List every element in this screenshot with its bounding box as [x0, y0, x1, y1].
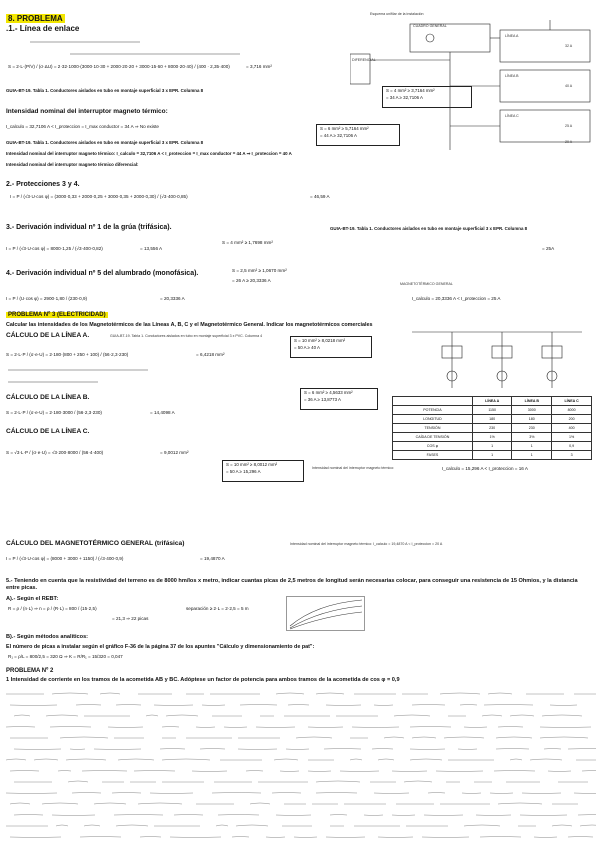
pencil-stroke — [496, 749, 529, 750]
pencil-stroke — [94, 803, 126, 804]
pencil-stroke — [316, 693, 344, 694]
diagram-label-40a: 40 A — [565, 84, 573, 88]
table-cell: 180 — [512, 415, 552, 424]
pencil-stroke — [108, 727, 143, 728]
pencil-stroke — [174, 815, 203, 816]
pencil-stroke — [308, 727, 343, 728]
pencil-stroke — [154, 705, 193, 706]
linea-a-result: = 6,4218 mm² — [196, 352, 225, 357]
pencil-stroke — [550, 705, 577, 706]
pencil-stroke — [364, 815, 383, 816]
result-alumbrado-c: = 26 A ≥ 20,3336 A — [232, 278, 271, 283]
formula-scribble — [30, 34, 250, 64]
linea-a-title: CÁLCULO DE LA LÍNEA A. — [6, 332, 90, 339]
section-1-title: .1.- Línea de enlace — [6, 24, 80, 33]
table-cell: 1 — [512, 451, 552, 460]
pencil-stroke — [276, 815, 311, 816]
pencil-stroke — [372, 749, 393, 750]
table-cell: POTENCIA — [393, 406, 473, 415]
pencil-stroke — [394, 715, 430, 716]
pencil-stroke — [326, 705, 361, 706]
guia-1: GUIA-BT-19. Tabla 1. Conductores aislados en tubo en montaje superficial 3 x EPR. Columna 8 — [6, 88, 204, 93]
table-cell: TENSIÓN — [393, 424, 473, 433]
pencil-stroke — [274, 759, 298, 760]
pencil-stroke — [238, 749, 277, 750]
pencil-stroke — [224, 727, 247, 728]
problema-5-title: 5.- Teniendo en cuenta que la resistividad del terreno es de 8000 hm/los x metro, indicar cuantas picas de 2,5 metros de longitud serán necesarias colocar, para conseguir una resistencia de 15 Ohmios, y la distancia entre picas. — [6, 578, 578, 591]
result-linea-enlace: = 3,716 mm² — [246, 64, 272, 69]
pencil-stroke — [340, 771, 379, 772]
linea-c-box-line-1: S = 10 mm² ≥ 8,0012 mm² — [226, 462, 278, 467]
guia-3: GUIA-BT-19. Tabla 1. Conductores aislados en tubo en montaje superficial 3 x EPR. Columna 8 — [330, 226, 528, 231]
pencil-stroke — [294, 837, 317, 838]
pencil-stroke — [352, 727, 399, 728]
pencil-stroke — [326, 837, 365, 838]
linea-b-box-line-2: = 36 A ≥ 13,8773 A — [304, 397, 341, 402]
problema-8-title: 8. PROBLEMA — [8, 14, 63, 23]
pencil-stroke — [160, 749, 185, 750]
pencil-stroke — [350, 759, 362, 760]
pencil-stroke — [162, 727, 179, 728]
intensidad-mag: Intensidad nominal del interruptor magneto térmico: I_calculo = 32,7106 A < I_proteccion = I_max conductor = 44 A ⇒ I_proteccion = 40 A — [6, 151, 292, 156]
pencil-stroke — [10, 705, 57, 706]
pencil-stroke — [162, 759, 210, 760]
pencil-stroke — [540, 727, 591, 728]
pencil-stroke — [42, 803, 78, 804]
diagram-label-linea-c: LÍNEA C — [505, 114, 519, 118]
table-cell: 1% — [552, 433, 592, 442]
pencil-stroke — [46, 715, 78, 716]
pencil-stroke — [374, 793, 409, 794]
pencil-stroke — [286, 749, 309, 750]
pencil-stroke — [80, 837, 121, 838]
linea-c-intensidad: Intensidad nominal del interruptor magneto térmico: — [312, 466, 395, 470]
pencil-stroke — [544, 749, 561, 750]
diagram-caption: Esquema unifilar de la instalación — [370, 12, 424, 16]
pencil-stroke — [460, 705, 477, 706]
pencil-stroke — [552, 825, 572, 826]
table-cell: 3 — [552, 451, 592, 460]
pencil-stroke — [580, 825, 596, 826]
problema-2-title: PROBLEMA Nº 2 — [6, 668, 54, 674]
result-grua-c: = 25A — [542, 246, 555, 251]
section-4-title: 4.- Derivación individual nº 5 del alumbrado (monofásica). — [6, 270, 199, 277]
table-cell: 0,9 — [552, 442, 592, 451]
table-header: LÍNEA C — [552, 397, 592, 406]
result-alumbrado-a: = 20,3336 A — [160, 296, 185, 301]
pencil-stroke — [140, 837, 161, 838]
pencil-stroke — [410, 749, 445, 750]
linea-a-scribble — [8, 364, 248, 390]
pencil-stroke — [56, 825, 68, 826]
pencil-stroke — [540, 737, 588, 738]
lines-diagram — [412, 326, 592, 394]
diagram-label-20a: 20 A — [565, 140, 573, 144]
pencil-stroke — [60, 737, 108, 738]
pencil-stroke — [10, 803, 30, 804]
table-cell: 180 — [472, 415, 511, 424]
section-2-title: 2.- Protecciones 3 y 4. — [6, 181, 80, 188]
linea-b-box — [300, 388, 378, 410]
problema-5-b-text: El número de picas a instalar según el gráfico F-36 de la página 37 de los apuntes "Cálculo y dimensionamiento de pat": — [6, 644, 315, 650]
intensidad-line: I_calculo = 32,7106 A < I_proteccion = I_max conductor = 34 A ⇒ No existe — [6, 124, 159, 129]
pencil-stroke — [196, 727, 215, 728]
pencil-stroke — [498, 803, 542, 804]
problema-3-title: PROBLEMA Nº 3 (ELECTRICIDAD) — [8, 312, 106, 318]
pencil-stroke — [66, 759, 106, 760]
pencil-stroke — [256, 727, 295, 728]
pencil-stroke — [374, 705, 393, 706]
pencil-stroke — [530, 759, 562, 760]
pencil-stroke — [496, 737, 532, 738]
pencil-stroke — [70, 749, 85, 750]
pencil-stroke — [324, 749, 361, 750]
pencil-stroke — [378, 759, 394, 760]
table-header — [393, 397, 473, 406]
problema-5-a-separacion: separación ≥ 2·L = 2·2,5 = 5 m — [186, 606, 249, 611]
graph-f36 — [286, 596, 366, 632]
pencil-stroke — [250, 803, 270, 804]
pencil-stroke — [288, 705, 309, 706]
pencil-stroke — [50, 727, 91, 728]
diagram-label-25a: 25 A — [565, 124, 573, 128]
pencil-stroke — [520, 815, 567, 816]
table-cell: 400 — [552, 424, 592, 433]
result-box-2 — [316, 124, 400, 146]
pencil-stroke — [84, 825, 100, 826]
pencil-stroke — [534, 837, 557, 838]
table-cell: 8000 — [552, 406, 592, 415]
table-cell: 230 — [512, 424, 552, 433]
pencil-stroke — [14, 815, 43, 816]
pencil-stroke — [138, 803, 182, 804]
table-row — [393, 433, 592, 442]
pencil-stroke — [410, 727, 451, 728]
pencil-stroke — [170, 837, 221, 838]
pencil-stroke — [308, 771, 331, 772]
pencil-stroke — [510, 759, 522, 760]
pencil-stroke — [458, 749, 477, 750]
pencil-stroke — [58, 771, 71, 772]
pencil-stroke — [484, 705, 533, 706]
pencil-stroke — [52, 815, 95, 816]
diagram-label-linea-a: LÍNEA A — [505, 34, 519, 38]
pencil-stroke — [10, 771, 39, 772]
box-2-line-2: = 44 A ≥ 32,7106 A — [320, 133, 357, 138]
pencil-stroke — [114, 815, 163, 816]
pencil-stroke — [112, 793, 141, 794]
pencil-stroke — [476, 815, 511, 816]
pencil-stroke — [6, 759, 26, 760]
linea-c-box — [222, 460, 304, 482]
pencil-stroke — [424, 815, 463, 816]
table-cell: LONGITUD — [393, 415, 473, 424]
pencil-stroke — [412, 737, 436, 738]
problema-2-text: 1 Intensidad de corriente en los tramos de la acometida AB y BC. Adóptese un factor de potencia para ambos tramos de la acometida de cos φ = 0,9 — [6, 677, 400, 683]
problema-5-a-result: = 21,3 ⇒ 22 picas — [112, 616, 149, 621]
pencil-stroke — [378, 837, 413, 838]
pencil-stroke — [422, 837, 469, 838]
pencil-stroke — [72, 793, 101, 794]
pencil-stroke — [34, 759, 58, 760]
pencil-stroke — [440, 693, 480, 694]
general-result: = 19,4870 A — [200, 556, 225, 561]
table-row — [393, 406, 592, 415]
pencil-stroke — [218, 815, 259, 816]
table-cell: 1 — [472, 442, 511, 451]
section-3-title: 3.- Derivación individual nº 1 de la grúa (trifásica). — [6, 224, 172, 231]
pencil-stroke — [100, 693, 120, 694]
table-header: LÍNEA B — [512, 397, 552, 406]
pencil-stroke — [6, 793, 57, 794]
pencil-stroke — [568, 837, 593, 838]
pencil-stroke — [316, 793, 357, 794]
pencil-stroke — [548, 771, 571, 772]
intensidad-dif: Intensidad nominal del interruptor magneto térmico diferencial: — [6, 162, 139, 167]
pencil-stroke — [14, 715, 30, 716]
formula-protecciones: I = P / (√3·U·cos φ) = (3000·0,33 + 2000·0,25 + 3000·0,35 + 2000·0,30) / (√3·400·0,85) — [10, 194, 188, 199]
linea-c-title: CÁLCULO DE LA LÍNEA C. — [6, 428, 90, 435]
result-alumbrado-d: I_calculo = 20,3336 A < I_proteccion = 25 A — [412, 296, 501, 301]
diagram-label-cuadro: CUADRO GENERAL — [413, 24, 447, 28]
pencil-stroke — [14, 749, 61, 750]
pencil-stroke — [296, 737, 332, 738]
pencil-stroke — [150, 793, 193, 794]
linea-b-title: CÁLCULO DE LA LÍNEA B. — [6, 394, 90, 401]
table-row — [393, 424, 592, 433]
problema-5-a-formula: R = ρ / (n·L) ⇒ n = ρ / (R·L) = 800 / (15·2,5) — [8, 606, 97, 611]
table-cell: COS φ — [393, 442, 473, 451]
pencil-stroke — [280, 771, 299, 772]
table-cell: 1 — [472, 451, 511, 460]
pencil-stroke — [482, 715, 502, 716]
result-protecciones: = 46,59 A — [310, 194, 330, 199]
result-grua-a: = 13,556 A — [140, 246, 163, 251]
pencil-stroke — [6, 727, 35, 728]
pencil-stroke — [488, 693, 512, 694]
pencil-stroke — [200, 749, 225, 750]
general-title: CÁLCULO DEL MAGNETOTÉRMICO GENERAL (trifásica) — [6, 540, 185, 547]
table-cell: 1150 — [472, 406, 511, 415]
table-cell: 3% — [512, 433, 552, 442]
linea-a-box — [290, 336, 372, 358]
result-box-1 — [382, 86, 472, 108]
linea-a-box-line-2: = 50 A ≥ 40 A — [294, 345, 320, 350]
pencil-stroke — [68, 781, 88, 782]
linea-c-formula: S = √3·L·P / (σ·e·U) = √3·200·8000 / (56·4·400) — [6, 450, 104, 455]
pencil-stroke — [444, 737, 484, 738]
diagram-label-32a: 32 A — [565, 44, 573, 48]
pencil-stroke — [134, 771, 175, 772]
linea-a-formula: S = 2·L·P / (σ·e·U) = 2·180·(800 + 250 + 100) / (56·2,3·230) — [6, 352, 129, 357]
pencil-stroke — [10, 837, 61, 838]
pencil-stroke — [236, 825, 268, 826]
pencil-stroke — [52, 693, 88, 694]
box-1-line-1: S = 4 mm² ≥ 3,7164 mm² — [386, 88, 435, 93]
pencil-stroke — [510, 715, 534, 716]
pencil-stroke — [574, 793, 596, 794]
pencil-stroke — [578, 815, 596, 816]
general-formula: I = P / (√3·U·cos φ) = (8000 + 3000 + 1150) / (√3·400·0,9) — [6, 556, 124, 561]
pencil-stroke — [498, 727, 523, 728]
table-cell: 1% — [472, 433, 511, 442]
pencil-stroke — [240, 705, 277, 706]
pencil-stroke — [464, 727, 487, 728]
pencil-stroke — [462, 793, 481, 794]
table-cell: 1 — [512, 442, 552, 451]
pencil-stroke — [428, 793, 445, 794]
pencil-stroke — [212, 793, 261, 794]
pencil-stroke — [494, 771, 535, 772]
table-cell: 230 — [472, 424, 511, 433]
pencil-stroke — [82, 771, 127, 772]
pencil-stroke — [568, 749, 596, 750]
pencil-stroke — [436, 771, 483, 772]
guia-2: GUIA-BT-19. Tabla 1. Conductores aislados en tubo en montaje superficial 3 x EPR. Columna 8 — [6, 140, 204, 145]
pencil-stroke — [404, 781, 432, 782]
pencil-stroke — [276, 693, 304, 694]
linea-a-note: GUIA-BT-19. Tabla 1. Conductores aislados en tubo en montaje superficial 3 x PVC. Columna 4 — [110, 334, 263, 338]
pencil-stroke — [76, 705, 101, 706]
pencil-stroke — [410, 759, 442, 760]
linea-c-intensidad-val: I_calculo = 15,296 A < I_proteccion = 16 A — [442, 466, 528, 471]
pencil-stroke — [480, 837, 521, 838]
box-1-line-2: = 34 A ≥ 32,7106 A — [386, 95, 423, 100]
pencil-stroke — [582, 771, 596, 772]
pencil-stroke — [412, 705, 445, 706]
diagram-label-diferencial: DIFERENCIAL — [352, 58, 376, 62]
pencil-stroke — [330, 815, 347, 816]
pencil-stroke — [464, 825, 500, 826]
pencil-stroke — [192, 771, 227, 772]
linea-b-formula: S = 2·L·P / (σ·e·U) = 2·180·3000 / (56·2,3·230) — [6, 410, 102, 415]
problema-3-intro: Calcular las intensidades de los Magnetotérmicos de las Líneas A, B, C y el Magnetotérmico General. Indicar los magnetotérmicos comerciales — [6, 322, 373, 328]
linea-b-result: = 14,4098 A — [150, 410, 175, 415]
pencil-stroke — [216, 825, 228, 826]
linea-c-result: = 9,0012 mm² — [160, 450, 189, 455]
intensidad-title: Intensidad nominal del interruptor magneto térmico: — [6, 108, 168, 115]
table-row — [393, 442, 592, 451]
table-cell: 200 — [552, 415, 592, 424]
lines-table — [392, 396, 592, 460]
pencil-stroke — [246, 771, 263, 772]
pencil-stroke — [166, 715, 198, 716]
pencil-stroke — [542, 715, 582, 716]
result-alumbrado-b: S = 2,5 mm² ≥ 1,0670 mm² — [232, 268, 287, 273]
pencil-stroke — [392, 771, 427, 772]
pencil-stroke — [118, 759, 154, 760]
formula-grua: I = P / (√3·U·cos φ) = 8000·1,25 / (√3·400·0,82) — [6, 246, 103, 251]
pencil-stroke — [384, 737, 404, 738]
linea-c-box-line-2: = 50 A ≥ 15,296 A — [226, 469, 261, 474]
problema-5-a-title: A).- Según el REBT: — [6, 596, 59, 602]
pencil-stroke — [94, 749, 141, 750]
linea-a-box-line-1: S = 10 mm² ≥ 8,0218 mm² — [294, 338, 346, 343]
pencil-stroke — [202, 705, 225, 706]
magneto-label: MAGNETOTÉRMICO GENERAL — [400, 282, 453, 286]
pencil-stroke — [522, 793, 561, 794]
pencil-stroke — [266, 837, 285, 838]
table-cell: CAÍDA DE TENSIÓN — [393, 433, 473, 442]
diagram-label-linea-b: LÍNEA B — [505, 74, 519, 78]
table-header: LÍNEA A — [472, 397, 511, 406]
problema-5-b-formula: R₁ = ρ/L = 800/2,5 = 320 Ω ⇒ K = R/R₁ = 15/320 = 0,047 — [8, 654, 123, 659]
pencil-stroke — [116, 705, 141, 706]
table-cell: 3000 — [512, 406, 552, 415]
handwritten-notes — [4, 688, 596, 844]
table-row — [393, 415, 592, 424]
general-note: Intensidad nominal del interruptor magneto térmico: I_calculo = 19,4870 A < I_proteccion = 20 A — [290, 542, 443, 546]
pencil-stroke — [116, 825, 148, 826]
pencil-stroke — [146, 715, 158, 716]
pencil-stroke — [272, 793, 301, 794]
pencil-stroke — [232, 837, 249, 838]
pencil-stroke — [392, 815, 415, 816]
problema-5-b-title: B).- Según métodos analíticos: — [6, 634, 89, 640]
linea-b-box-line-1: S = 6 mm² ≥ 4,5633 mm² — [304, 390, 353, 395]
formula-alumbrado: I = P / (U·cos φ) = 2900·1,80 / (230·0,9) — [6, 296, 88, 301]
box-2-line-1: S = 6 mm² ≥ 5,7164 mm² — [320, 126, 369, 131]
formula-linea-enlace: S = 2·L·(P/V) / (σ·ΔU) = 2·32·1000·(3000·10·30 + 2000·20·20 + 3000·15·60 + 8000·20·40) / (400 · 2,35·400) — [8, 64, 230, 69]
table-cell: FASES — [393, 451, 473, 460]
pencil-stroke — [316, 781, 360, 782]
pencil-stroke — [490, 793, 513, 794]
result-grua-b: S = 4 mm² ≥ 1,7698 mm² — [222, 240, 273, 245]
table-row — [393, 451, 592, 460]
